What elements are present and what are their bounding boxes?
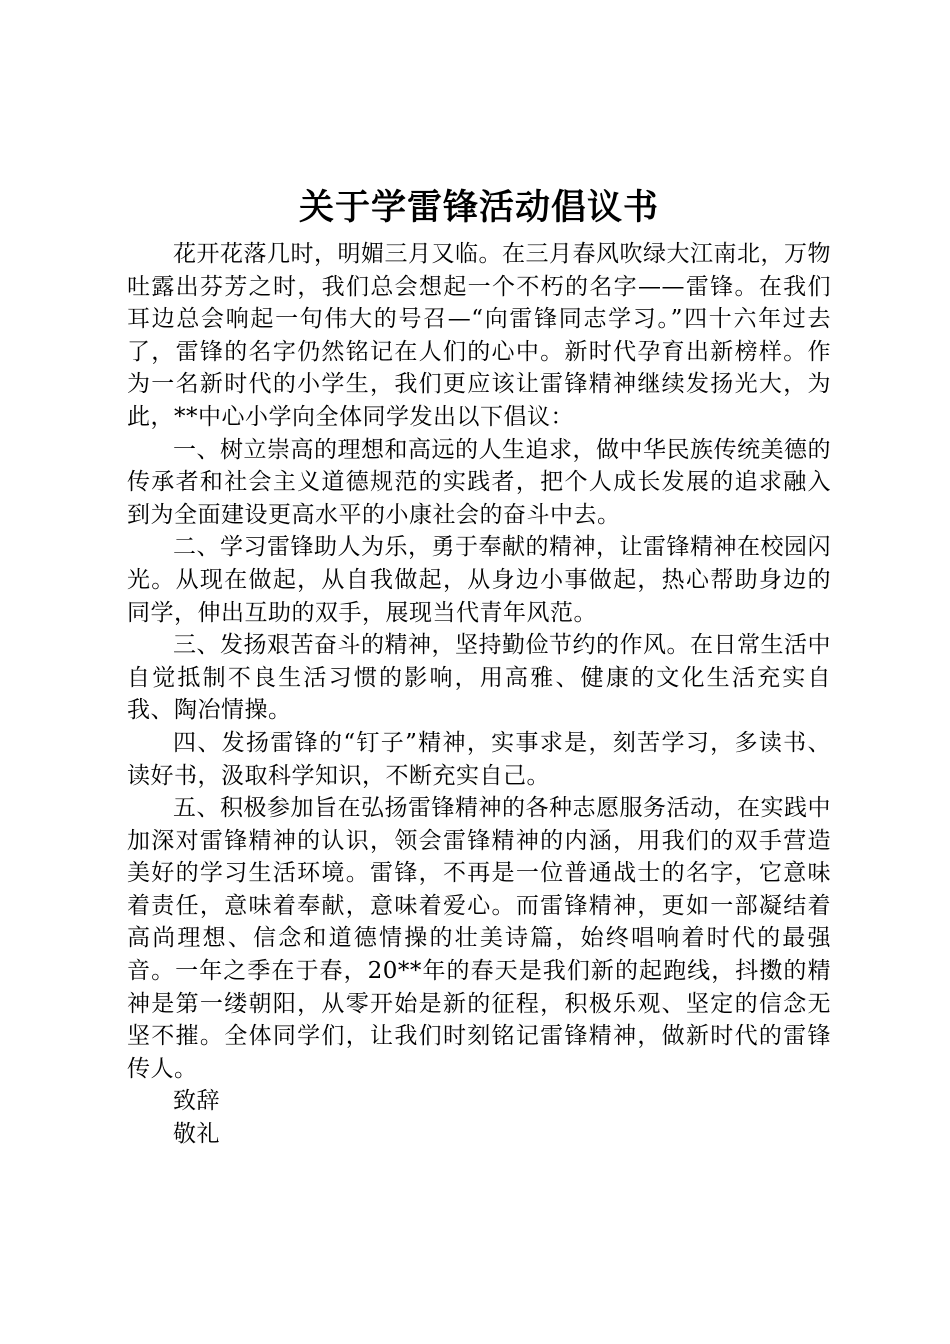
document-title: 关于学雷锋活动倡议书: [298, 188, 659, 228]
paragraph-proposal-5: 五、积极参加旨在弘扬雷锋精神的各种志愿服务活动，在实践中加深对雷锋精神的认识，领会雷锋精神的内涵，用我们的双手营造美好的学习生活环境。雷锋，不再是一位普通战士的名字，它意味着责任，意味着奉献，意味着爱心。而雷锋精神，更如一部凝结着高尚理想、信念和道德情操的壮美诗篇，始终唱响着时代的最强音。一年之季在于春，20**年的春天是我们新的起跑线，抖擞的精神是第一缕朝阳，从零开始是新的征程，积极乐观、坚定的信念无坚不摧。全体同学们，让我们时刻铭记雷锋精神，做新时代的雷锋传人。: [127, 795, 831, 1082]
closing-line-1: 致辞: [173, 1088, 220, 1115]
paragraph-proposal-1: 一、树立崇高的理想和高远的人生追求，做中华民族传统美德的传承者和社会主义道德规范的实践者，把个人成长发展的追求融入到为全面建设更高水平的小康社会的奋斗中去。: [127, 436, 831, 528]
closing-line-2: 敬礼: [173, 1121, 220, 1148]
paragraph-proposal-4: 四、发扬雷锋的“钉子”精神，实事求是，刻苦学习，多读书、读好书，汲取科学知识，不断充实自己。: [127, 729, 831, 789]
paragraph-proposal-2: 二、学习雷锋助人为乐，勇于奉献的精神，让雷锋精神在校园闪光。从现在做起，从自我做起，从身边小事做起，热心帮助身边的同学，伸出互助的双手，展现当代青年风范。: [127, 534, 831, 626]
paragraph-proposal-3: 三、发扬艰苦奋斗的精神，坚持勤俭节约的作风。在日常生活中自觉抵制不良生活习惯的影响，用高雅、健康的文化生活充实自我、陶冶情操。: [127, 632, 831, 724]
paragraph-intro: 花开花落几时，明媚三月又临。在三月春风吹绿大江南北，万物吐露出芬芳之时，我们总会想起一个不朽的名字——雷锋。在我们耳边总会响起一句伟大的号召—“向雷锋同志学习。”四十六年过去了，雷锋的名字仍然铭记在人们的心中。新时代孕育出新榜样。作为一名新时代的小学生，我们更应该让雷锋精神继续发扬光大，为此，**中心小学向全体同学发出以下倡议：: [127, 241, 831, 430]
document-page: [127, 180, 831, 1151]
